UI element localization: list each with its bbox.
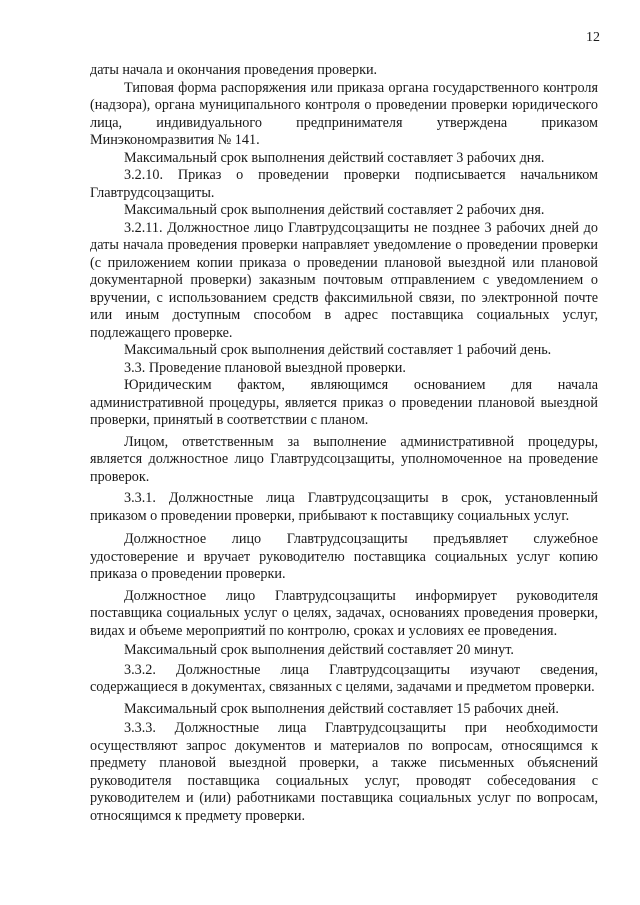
document-body (90, 62, 598, 825)
paragraph: 3.2.11. Должностное лицо Главтрудсоцзащиты не позднее 3 рабочих дней до даты начала проведения проверки направляет уведомление о проведении проверки (с приложением копии приказа о проведении плановой выездной или плановой документарной проверки) заказным почтовым отправлением с уведомлением о вручении, с использованием средств факсимильной связи, по электронной почте или иным доступным способом в адрес поставщика социальных услуг, подлежащего проверке. (90, 219, 598, 341)
paragraph: Максимальный срок выполнения действий составляет 20 минут. (124, 642, 514, 658)
paragraph: 3.3.2. Должностные лица Главтрудсоцзащиты изучают сведения, содержащиеся в документах, связанных с целями, задачами и предметом проверки. (90, 661, 598, 695)
paragraph: Типовая форма распоряжения или приказа органа государственного контроля (надзора), органа муниципального контроля о проведении проверки юридического лица, индивидуального предпринимателя утверждена приказом Минэкономразвития № 141. (90, 79, 598, 148)
paragraph: Максимальный срок выполнения действий составляет 2 рабочих дня. (124, 202, 545, 218)
paragraph: Максимальный срок выполнения действий составляет 3 рабочих дня. (124, 149, 545, 166)
paragraph: Юридическим фактом, являющимся основанием для начала административной процедуры, является приказ о проведении плановой выездной проверки, принятый в соответствии с планом. (90, 377, 598, 428)
paragraph: Максимальный срок выполнения действий составляет 1 рабочий день. (124, 342, 552, 358)
paragraph: 3.2.10. Приказ о проведении проверки подписывается начальником Главтрудсоцзащиты. (90, 167, 598, 201)
paragraph: 3.3. Проведение плановой выездной проверки. (124, 359, 406, 376)
paragraph: 3.3.1. Должностные лица Главтрудсоцзащиты в срок, установленный приказом о проведении проверки, прибывают к поставщику социальных услуг. (90, 490, 598, 524)
page-number: 12 (586, 30, 600, 45)
paragraph: даты начала и окончания проведения проверки. (90, 62, 378, 78)
paragraph: Лицом, ответственным за выполнение административной процедуры, является должностное лицо Главтрудсоцзащиты, уполномоченное на проведение проверок. (90, 433, 598, 485)
paragraph: Должностное лицо Главтрудсоцзащиты предъявляет служебное удостоверение и вручает руководителю поставщика социальных услуг копию приказа о проведении проверки. (90, 531, 598, 582)
paragraph: Максимальный срок выполнения действий составляет 15 рабочих дней. (124, 700, 559, 717)
paragraph: Должностное лицо Главтрудсоцзащиты информирует руководителя поставщика социальных услуг о целях, задачах, основаниях проведения проверки, видах и объеме мероприятий по контролю, сроках и условиях ее проведения. (90, 587, 598, 639)
paragraph: 3.3.3. Должностные лица Главтрудсоцзащиты при необходимости осуществляют запрос документов и материалов по вопросам, относящимся к предмету плановой выездной проверки, а также письменных объяснений руководителя поставщика социальных услуг, проводят собеседования с руководителем и (или) работниками поставщика социальных услуг по вопросам, относящимся к предмету проверки. (90, 720, 598, 824)
